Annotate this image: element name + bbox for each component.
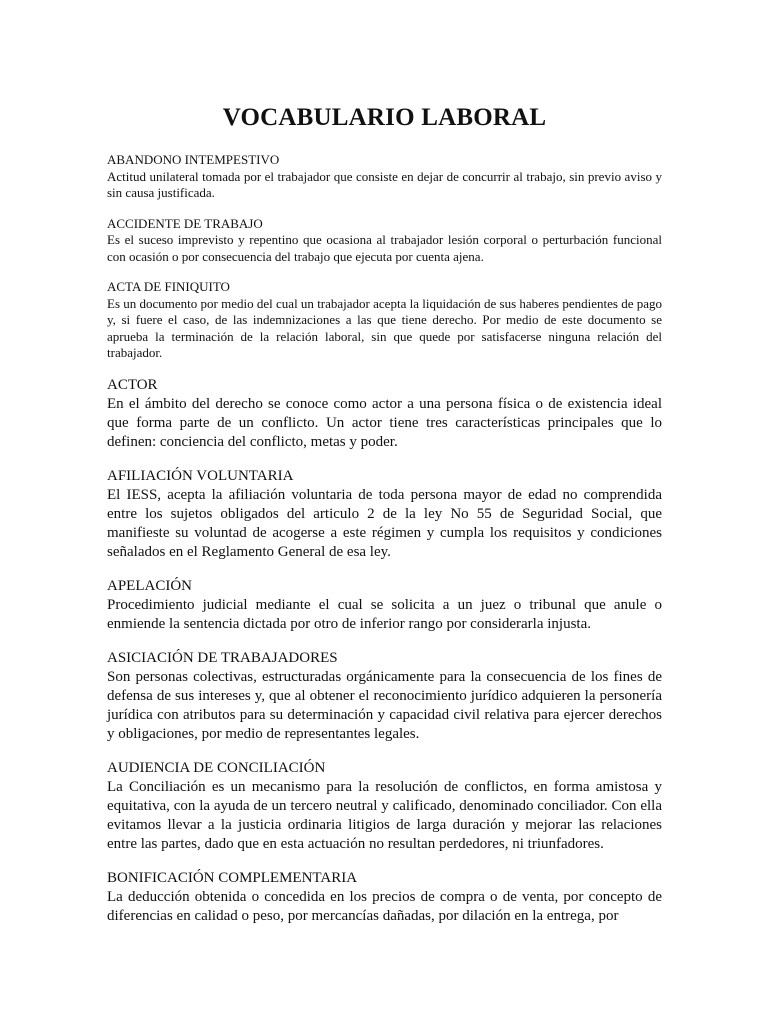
glossary-entry bbox=[107, 152, 662, 202]
entry-definition: La Conciliación es un mecanismo para la resolución de conflictos, en forma amistosa y equitativa, con la ayuda de un tercero neutral y calificado, denominado conciliador. Con ella evitamos llevar a la justicia ordinaria litigios de larga duración y mejorar las relaciones entre las partes, dado que en esta actuación no resultan perdedores, ni triunfadores. bbox=[107, 778, 662, 852]
entry-term: APELACIÓN bbox=[107, 577, 192, 594]
glossary-entry bbox=[107, 279, 662, 362]
entry-term: AUDIENCIA DE CONCILIACIÓN bbox=[107, 759, 326, 776]
entry-term: ABANDONO INTEMPESTIVO bbox=[107, 152, 280, 167]
entry-definition: La deducción obtenida o concedida en los precios de compra o de venta, por concepto de diferencias en calidad o peso, por mercancías dañadas, por dilación en la entrega, por bbox=[107, 888, 662, 924]
entry-term: ASICIACIÓN DE TRABAJADORES bbox=[107, 649, 338, 666]
entry-term: ACCIDENTE DE TRABAJO bbox=[107, 215, 263, 231]
entry-definition: Actitud unilateral tomada por el trabajador que consiste en dejar de concurrir al trabajo, sin previo aviso y sin causa justificada. bbox=[107, 168, 662, 200]
entry-definition: Son personas colectivas, estructuradas orgánicamente para la consecuencia de los fines de defensa de sus intereses y, que al obtener el reconocimiento jurídico adquieren la personería jurídica con atributos para su determinación y capacidad civil relativa para ejercer derechos y obligaciones, por medio de representantes legales. bbox=[107, 668, 662, 742]
glossary-entry bbox=[107, 467, 662, 562]
entry-term: ACTA DE FINIQUITO bbox=[107, 279, 230, 294]
entry-definition: Procedimiento judicial mediante el cual se solicita a un juez o tribunal que anule o enmiende la sentencia dictada por otro de inferior rango por considerarla injusta. bbox=[107, 596, 662, 632]
glossary-entry bbox=[107, 216, 662, 266]
entry-term: BONIFICACIÓN COMPLEMENTARIA bbox=[107, 869, 358, 886]
glossary-entry bbox=[107, 376, 662, 452]
entry-definition: Es el suceso imprevisto y repentino que ocasiona al trabajador lesión corporal o perturbación funcional con ocasión o por consecuencia del trabajo que ejecuta por cuenta ajena. bbox=[107, 232, 662, 264]
entry-definition: En el ámbito del derecho se conoce como actor a una persona física o de existencia ideal que forma parte de un conflicto. Un actor tiene tres características principales que lo definen: conciencia del conflicto, metas y poder. bbox=[107, 395, 662, 450]
glossary-entry bbox=[107, 869, 662, 926]
entry-term: AFILIACIÓN VOLUNTARIA bbox=[107, 467, 294, 484]
entry-term: ACTOR bbox=[107, 376, 158, 393]
document-title: VOCABULARIO LABORAL bbox=[222, 104, 547, 131]
glossary-entry bbox=[107, 759, 662, 854]
glossary-entry bbox=[107, 577, 662, 634]
entry-definition: El IESS, acepta la afiliación voluntaria de toda persona mayor de edad no comprendida entre los sujetos obligados del articulo 2 de la ley No 55 de Seguridad Social, que manifieste su voluntad de acogerse a este régimen y cumpla los requisitos y condiciones señalados en el Reglamento General de esa ley. bbox=[107, 486, 662, 560]
entry-definition: Es un documento por medio del cual un trabajador acepta la liquidación de sus haberes pendientes de pago y, si fuere el caso, de las indemnizaciones a las que tiene derecho. Por medio de este documento se aprueba la terminación de la relación laboral, sin que quede por satisfacerse ninguna relación del trabajador. bbox=[107, 295, 662, 360]
glossary-entry bbox=[107, 649, 662, 744]
